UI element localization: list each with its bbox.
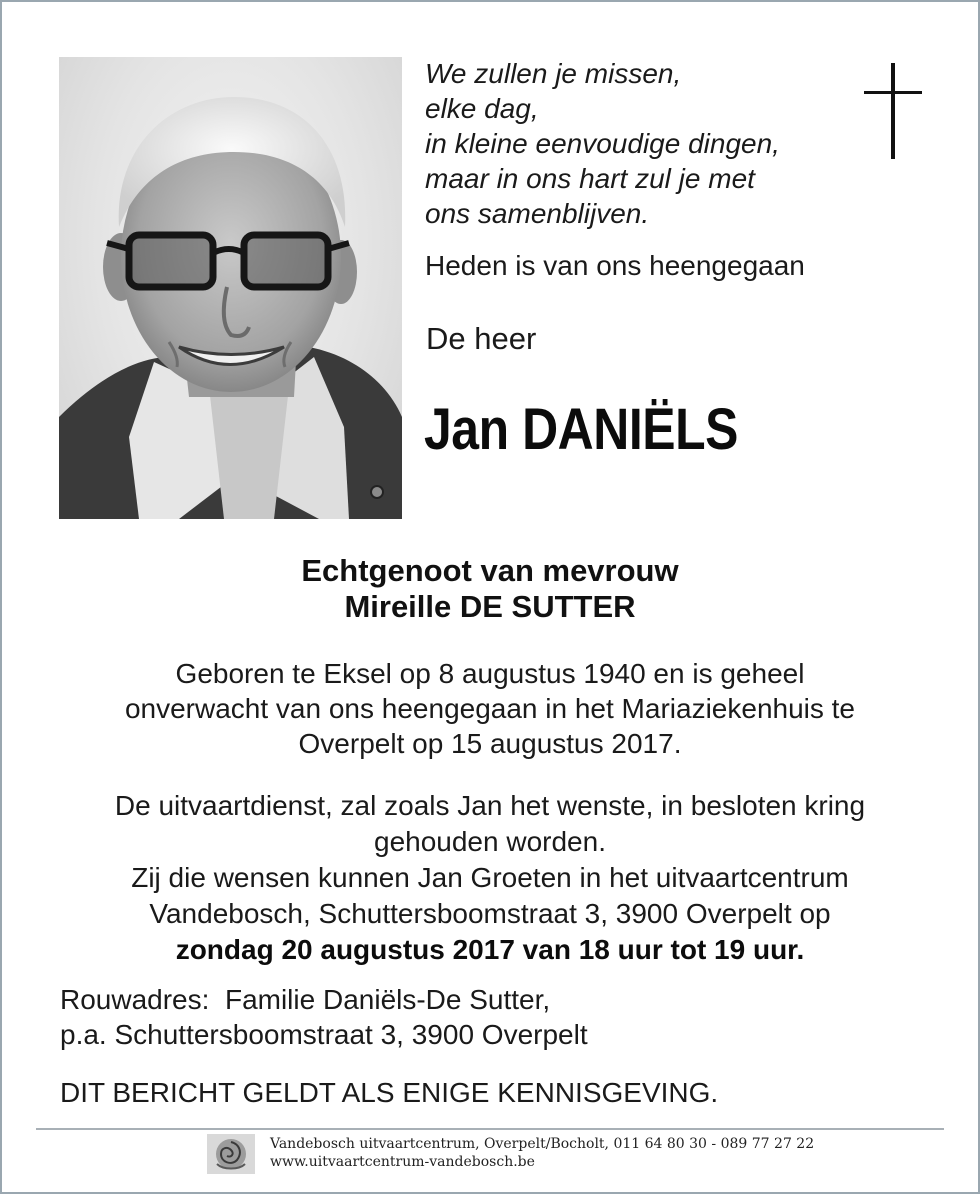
address-line-2: p.a. Schuttersboomstraat 3, 3900 Overpelt bbox=[60, 1019, 588, 1050]
title-text: De heer bbox=[426, 321, 537, 356]
spouse-line-1: Echtgenoot van mevrouw bbox=[301, 553, 679, 588]
footer-line-1: Vandebosch uitvaartcentrum, Overpelt/Bocholt, 011 64 80 30 - 089 77 27 22 bbox=[270, 1136, 815, 1152]
birth-block bbox=[0, 656, 980, 761]
service-date-line: zondag 20 augustus 2017 van 18 uur tot 19 uur. bbox=[175, 934, 805, 965]
poem-line: in kleine eenvoudige dingen, bbox=[425, 128, 780, 159]
service-line: Zij die wensen kunnen Jan Groeten in het uitvaartcentrum bbox=[131, 862, 849, 893]
poem-line: maar in ons hart zul je met bbox=[425, 163, 755, 194]
birth-line: Geboren te Eksel op 8 augustus 1940 en is geheel bbox=[175, 658, 805, 689]
birth-line: onverwacht van ons heengegaan in het Mariaziekenhuis te bbox=[124, 693, 856, 724]
spouse-line-2: Mireille DE SUTTER bbox=[344, 589, 636, 624]
intro-text: Heden is van ons heengegaan bbox=[425, 250, 805, 281]
notice-text: DIT BERICHT GELDT ALS ENIGE KENNISGEVING. bbox=[60, 1077, 719, 1108]
portrait-illustration bbox=[59, 57, 402, 519]
spouse-block bbox=[0, 553, 980, 625]
footer-divider bbox=[36, 1128, 944, 1130]
address-line-1: Rouwadres: Familie Daniëls-De Sutter, bbox=[60, 984, 551, 1015]
service-line: gehouden worden. bbox=[374, 826, 606, 857]
portrait-photo bbox=[59, 57, 402, 519]
cross-icon bbox=[864, 63, 922, 159]
poem-line: elke dag, bbox=[425, 93, 539, 124]
birth-line: Overpelt op 15 augustus 2017. bbox=[298, 728, 682, 759]
poem bbox=[425, 56, 780, 231]
service-block bbox=[0, 788, 980, 968]
deceased-name: Jan DANIËLS bbox=[424, 397, 739, 462]
poem-line: We zullen je missen, bbox=[425, 58, 682, 89]
poem-line: ons samenblijven. bbox=[425, 198, 650, 229]
rose-icon bbox=[207, 1134, 255, 1174]
service-line: De uitvaartdienst, zal zoals Jan het wenste, in besloten kring bbox=[114, 790, 866, 821]
mourning-address bbox=[60, 982, 588, 1052]
footer-website-link[interactable]: www.uitvaartcentrum-vandebosch.be bbox=[270, 1154, 535, 1170]
service-line: Vandebosch, Schuttersboomstraat 3, 3900 Overpelt op bbox=[149, 898, 831, 929]
footer-contact bbox=[270, 1135, 814, 1171]
